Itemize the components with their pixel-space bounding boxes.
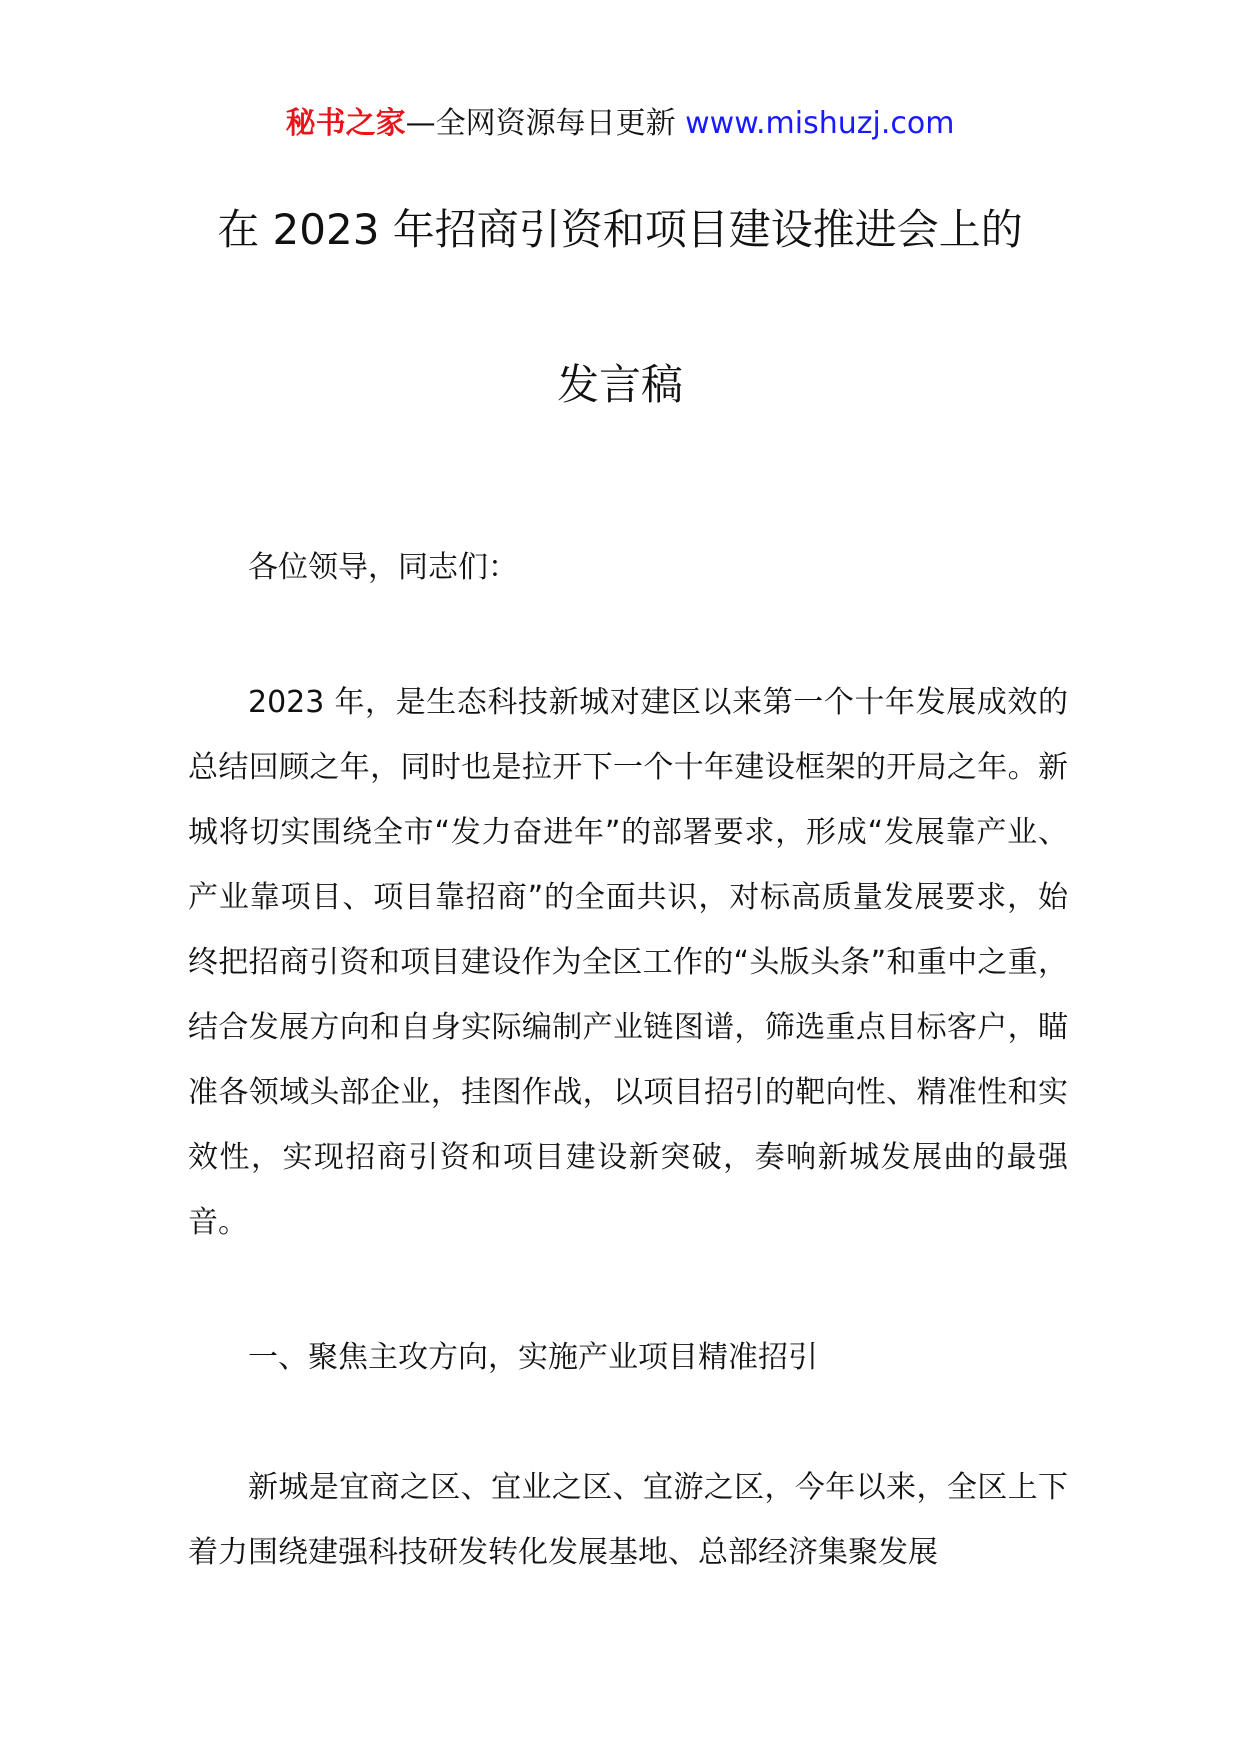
brand-name: 秘书之家 — [285, 106, 406, 141]
header-tagline: —全网资源每日更新 — [405, 106, 686, 141]
paragraph-2 — [188, 1455, 1068, 1585]
greeting-text: 各位领导，同志们： — [248, 550, 518, 585]
paragraph-1-text: 2023 年，是生态科技新城对建区以来第一个十年发展成效的总结回顾之年，同时也是拉开下一个十年建设框架的开局之年。新城将切实围绕全市“发力奋进年”的部署要求，形成“发展靠产业、产业靠项目、项目靠招商”的全面共识，对标高质量发展要求，始终把招商引资和项目建设作为全区工作的“头版头条”和重中之重，结合发展方向和自身实际编制产业链图谱，筛选重点目标客户，瞄准各领域头部企业，挂图作战，以项目招引的靶向性、精准性和实效性，实现招商引资和项目建设新突破，奏响新城发展曲的最强音。 — [188, 685, 1068, 1240]
section-heading-1 — [188, 1325, 1068, 1390]
greeting — [188, 535, 1068, 600]
section-heading-1-text: 一、聚焦主攻方向，实施产业项目精准招引 — [248, 1340, 818, 1375]
document-title-line-2: 发言稿 — [556, 360, 683, 409]
site-header — [0, 100, 1240, 148]
document-title-line-1: 在 2023 年招商引资和项目建设推进会上的 — [217, 205, 1023, 254]
paragraph-1 — [188, 670, 1068, 1255]
site-url-link[interactable]: www.mishuzj.com — [685, 106, 955, 141]
paragraph-2-text: 新城是宜商之区、宜业之区、宜游之区，今年以来，全区上下着力围绕建强科技研发转化发展基地、总部经济集聚发展 — [188, 1470, 1068, 1570]
